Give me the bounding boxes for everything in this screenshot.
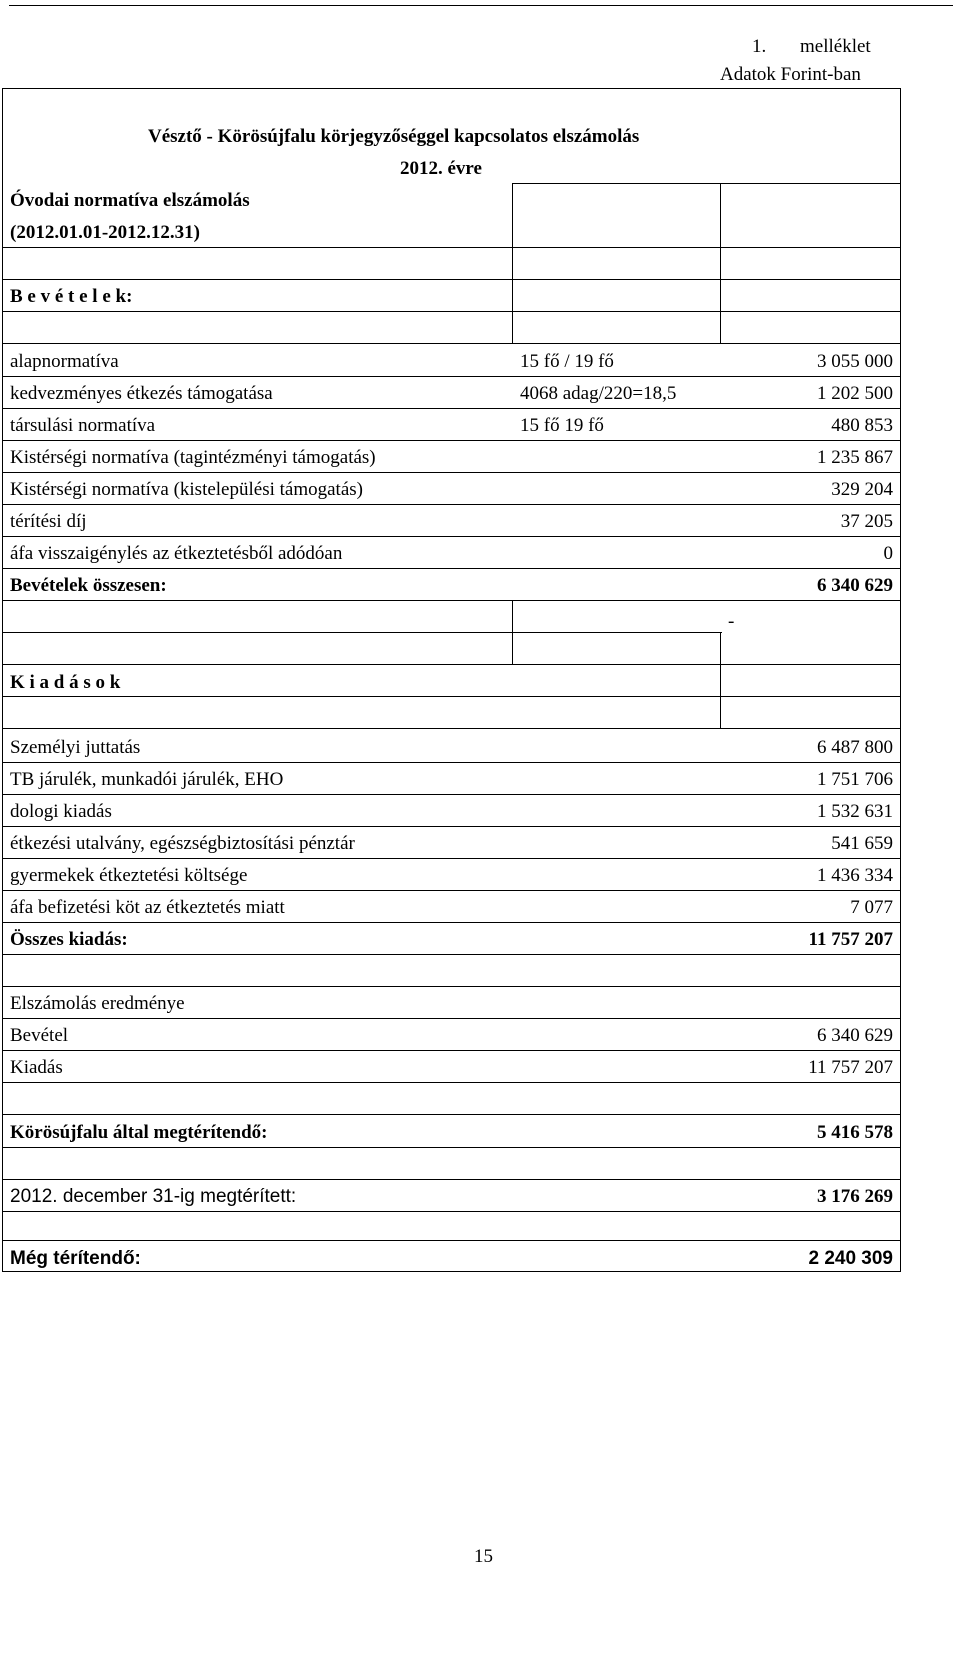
grid-line [2, 1082, 901, 1083]
result-heading: Elszámolás eredménye [10, 993, 185, 1014]
expense-amount: 1 436 334 [817, 865, 893, 886]
paid-amount: 3 176 269 [817, 1186, 893, 1207]
table-top-border [2, 88, 901, 89]
result-expense-amount: 11 757 207 [808, 1057, 893, 1078]
grid-line [720, 247, 721, 343]
income-label: áfa visszaigénylés az étkeztetésből adódóan [10, 543, 343, 564]
income-amount: 1 235 867 [817, 447, 893, 468]
grid-line [512, 600, 513, 632]
grid-line [2, 696, 901, 697]
refund-label: Körösújfalu által megtérítendő: [10, 1122, 268, 1143]
expense-label: étkezési utalvány, egészségbiztosítási pénztár [10, 833, 355, 854]
grid-line [2, 376, 901, 377]
remaining-label: Még térítendő: [10, 1248, 141, 1269]
grid-line [2, 1240, 901, 1241]
expense-amount: 7 077 [850, 897, 893, 918]
grid-line [2, 504, 901, 505]
table-bottom-border [2, 1271, 901, 1272]
grid-line [2, 986, 901, 987]
income-amount: 3 055 000 [817, 351, 893, 372]
income-total-label: Bevételek összesen: [10, 575, 167, 596]
expense-label: Személyi juttatás [10, 737, 141, 758]
grid-line [2, 1050, 901, 1051]
top-rule [9, 5, 953, 6]
income-note: 15 fő / 19 fő [520, 351, 614, 372]
grid-line [2, 728, 901, 729]
expenses-heading: K i a d á s o k [10, 672, 121, 693]
grid-line [2, 890, 901, 891]
expense-total-label: Összes kiadás: [10, 929, 128, 950]
income-amount: 329 204 [831, 479, 893, 500]
currency-note: Adatok Forint-ban [720, 64, 861, 85]
income-amount: 1 202 500 [817, 383, 893, 404]
income-label: társulási normatíva [10, 415, 156, 436]
grid-line [2, 279, 901, 280]
income-label: térítési díj [10, 511, 87, 532]
table-right-border [900, 88, 901, 1272]
income-label: kedvezményes étkezés támogatása [10, 383, 273, 404]
attachment-label: melléklet [800, 36, 871, 57]
expense-label: TB járulék, munkadói járulék, EHO [10, 769, 284, 790]
expense-amount: 6 487 800 [817, 737, 893, 758]
grid-line [2, 794, 901, 795]
income-label: alapnormatíva [10, 351, 119, 372]
income-amount: 0 [883, 543, 893, 564]
income-label: Kistérségi normatíva (kistelepülési támogatás) [10, 479, 363, 500]
grid-line [2, 1114, 901, 1115]
result-expense-label: Kiadás [10, 1057, 63, 1078]
grid-line [2, 600, 901, 601]
grid-line [2, 1147, 901, 1148]
grid-line [2, 408, 901, 409]
grid-line [2, 664, 901, 665]
document-title: Vésztő - Körösújfalu körjegyzőséggel kapcsolatos elszámolás [148, 126, 640, 147]
document-year: 2012. évre [400, 158, 482, 179]
grid-line [2, 632, 722, 633]
income-amount: 480 853 [831, 415, 893, 436]
result-income-amount: 6 340 629 [817, 1025, 893, 1046]
income-heading: B e v é t e l e k: [10, 286, 133, 307]
income-amount: 37 205 [840, 511, 893, 532]
paid-label: 2012. december 31-ig megtérített: [10, 1186, 297, 1207]
grid-line [512, 183, 513, 247]
grid-line [2, 826, 901, 827]
grid-line [2, 472, 901, 473]
grid-line [2, 343, 901, 344]
expense-label: dologi kiadás [10, 801, 112, 822]
page-number: 15 [474, 1546, 493, 1567]
grid-line [2, 922, 901, 923]
document-period: (2012.01.01-2012.12.31) [10, 222, 200, 243]
income-label: Kistérségi normatíva (tagintézményi támogatás) [10, 447, 376, 468]
grid-line [2, 1018, 901, 1019]
result-income-label: Bevétel [10, 1025, 69, 1046]
grid-line [2, 247, 901, 248]
expense-amount: 541 659 [831, 833, 893, 854]
grid-line [2, 568, 901, 569]
income-note: 4068 adag/220=18,5 [520, 383, 677, 404]
expense-total-amount: 11 757 207 [808, 929, 893, 950]
grid-line [2, 311, 901, 312]
attachment-number: 1. [752, 36, 767, 57]
remaining-amount: 2 240 309 [808, 1248, 893, 1269]
grid-line [2, 1211, 901, 1212]
grid-line [720, 632, 721, 728]
grid-line [2, 762, 901, 763]
expense-amount: 1 751 706 [817, 769, 893, 790]
grid-line [2, 1179, 901, 1180]
income-total-amount: 6 340 629 [817, 575, 893, 596]
grid-line [2, 440, 901, 441]
grid-line [512, 183, 900, 184]
income-note: 15 fő 19 fő [520, 415, 604, 436]
grid-line [720, 183, 721, 247]
document-subtitle: Óvodai normatíva elszámolás [10, 190, 250, 211]
expense-amount: 1 532 631 [817, 801, 893, 822]
income-dash: - [728, 611, 735, 632]
expense-label: áfa befizetési köt az étkeztetés miatt [10, 897, 285, 918]
grid-line [2, 954, 901, 955]
expense-label: gyermekek étkeztetési költsége [10, 865, 248, 886]
grid-line [2, 858, 901, 859]
refund-amount: 5 416 578 [817, 1122, 893, 1143]
grid-line [2, 536, 901, 537]
table-left-border [2, 88, 3, 1272]
grid-line [512, 632, 513, 664]
grid-line [512, 247, 513, 343]
